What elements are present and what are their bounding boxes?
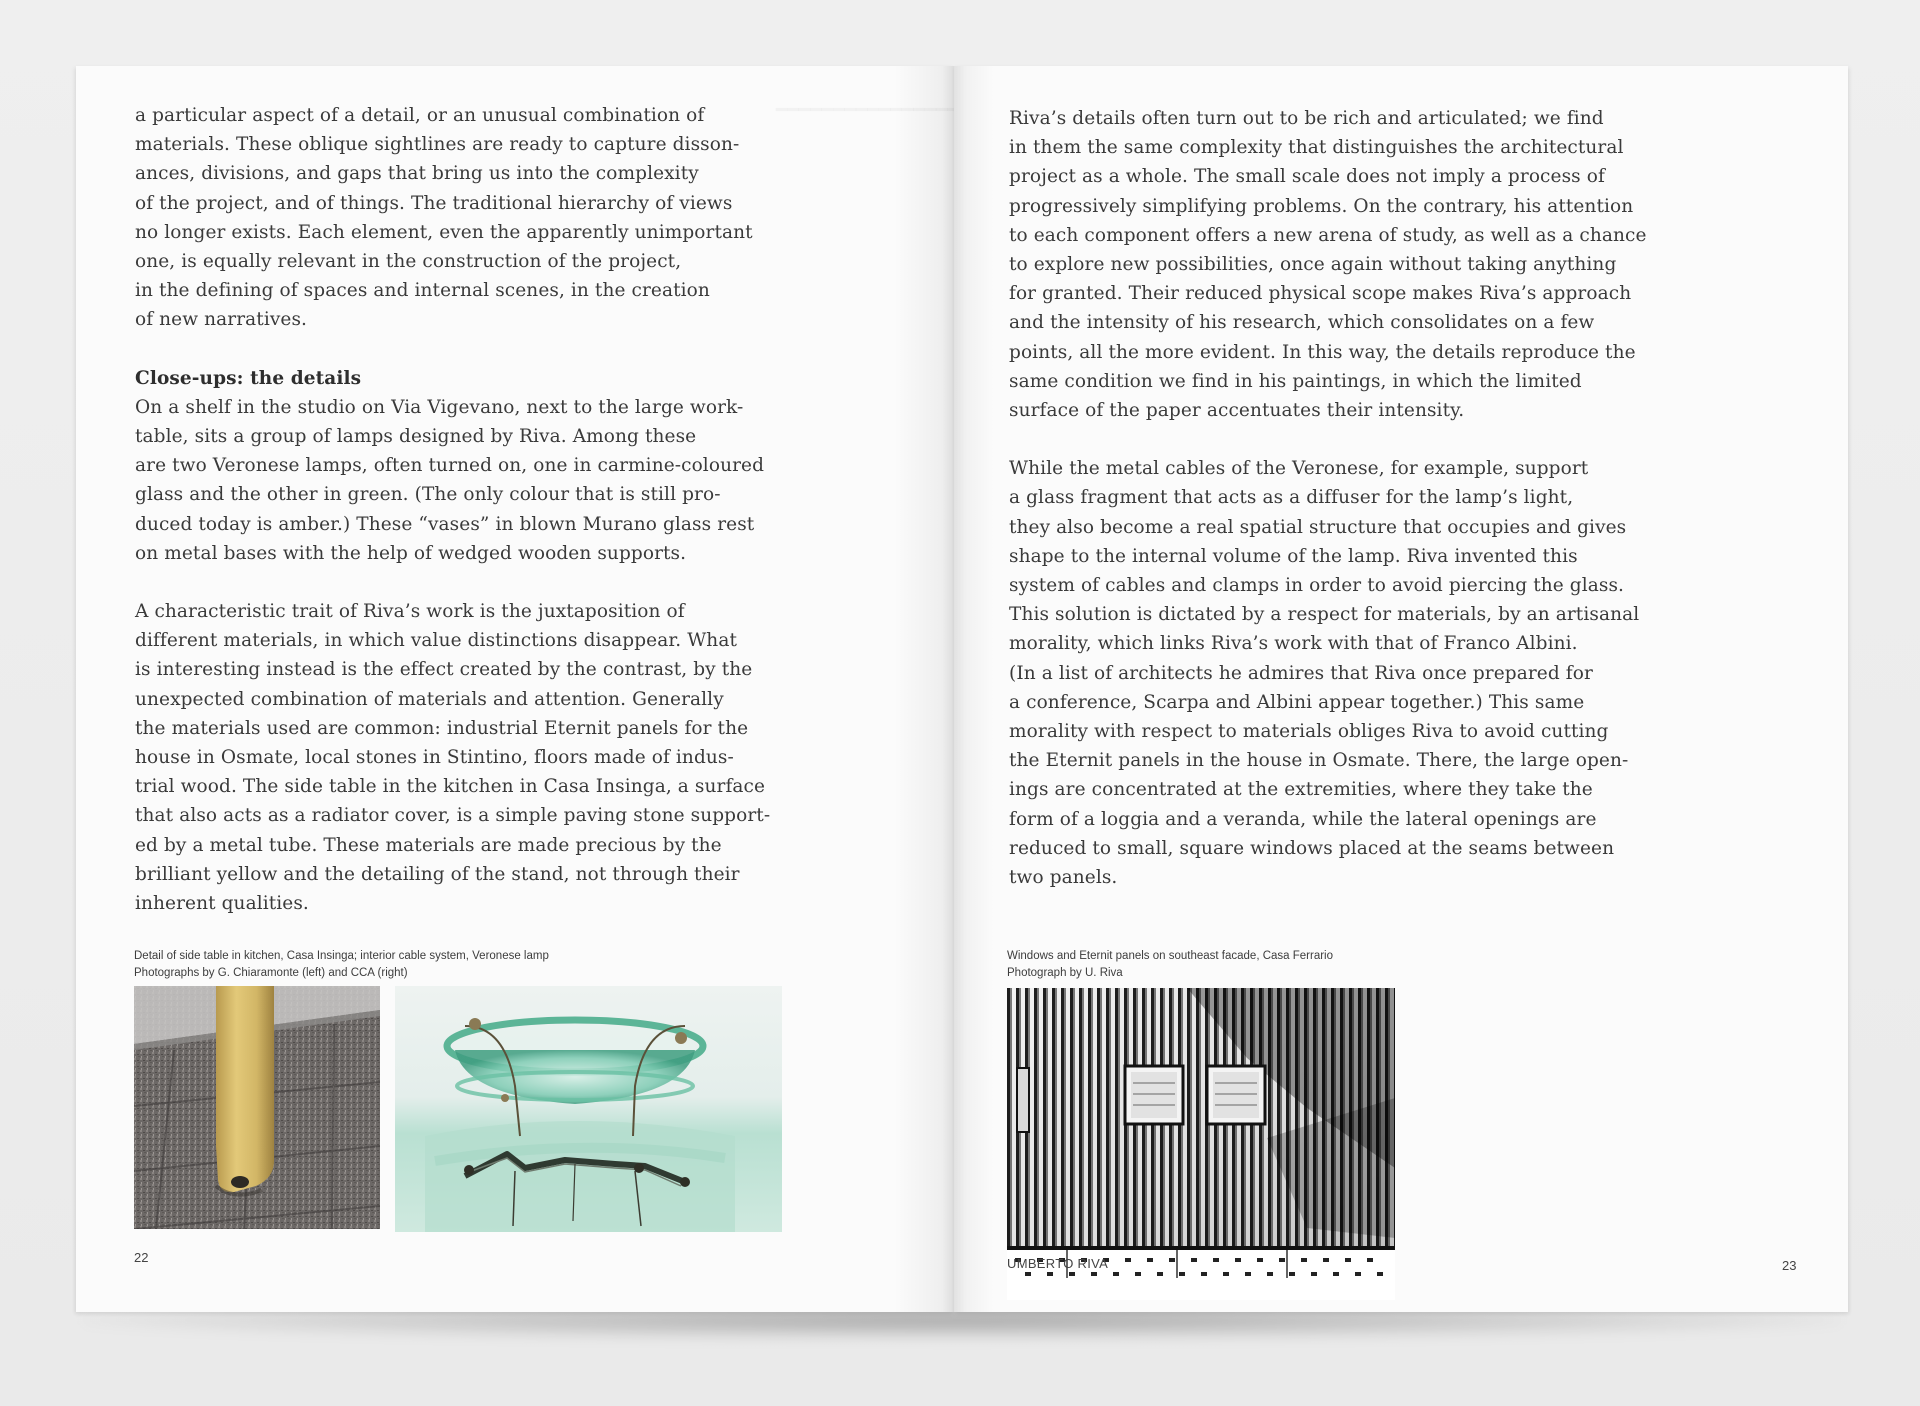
left-paragraph-1 [135,101,770,335]
text-line: of the project, and of things. The traditional hierarchy of views [135,192,733,214]
text-line: glass and the other in green. (The only colour that is still pro- [135,484,721,506]
text-line: to each component offers a new arena of study, as well as a chance [1009,224,1647,246]
text-line: points, all the more evident. In this way, the details reproduce the [1009,341,1636,363]
text-line: brilliant yellow and the detailing of the stand, not through their [135,863,740,885]
text-line: in the defining of spaces and internal scenes, in the creation [135,280,710,302]
side-table-photo-image [134,986,380,1229]
text-line: A characteristic trait of Riva’s work is the juxtaposition of [135,601,685,623]
right-page-number: 23 [1782,1258,1797,1273]
caption-line: Photographs by G. Chiaramonte (left) and CCA (right) [134,967,408,979]
text-line: ances, divisions, and gaps that bring us into the complexity [135,163,699,185]
text-line: On a shelf in the studio on Via Vigevano, next to the large work- [135,396,744,418]
text-line: two panels. [1009,867,1118,889]
text-line: a glass fragment that acts as a diffuser for the lamp’s light, [1009,487,1574,509]
text-line: one, is equally relevant in the construction of the project, [135,251,682,273]
right-page [954,66,1848,1312]
text-line: morality, which links Riva’s work with that of Franco Albini. [1009,633,1578,655]
text-line: different materials, in which value distinctions disappear. What [135,630,737,652]
text-line: of new narratives. [135,309,308,331]
right-photo-caption [1007,948,1333,982]
caption-line: Windows and Eternit panels on southeast facade, Casa Ferrario [1007,950,1334,962]
veronese-lamp-image [395,986,782,1232]
text-line: trial wood. The side table in the kitchen in Casa Insinga, a surface [135,776,766,798]
text-line: house in Osmate, local stones in Stintino, floors made of indus- [135,747,734,769]
text-line: unexpected combination of materials and attention. Generally [135,688,724,710]
text-line: a conference, Scarpa and Albini appear together.) This same [1009,691,1585,713]
text-line: ed by a metal tube. These materials are made precious by the [135,834,722,856]
left-photo-caption [134,948,549,982]
side-table-photo [134,986,380,1229]
text-line: While the metal cables of the Veronese, for example, support [1009,458,1589,480]
text-line: are two Veronese lamps, often turned on, one in carmine-coloured [135,455,765,477]
left-paragraph-2 [135,364,770,568]
caption-line: Photograph by U. Riva [1007,967,1123,979]
veronese-lamp-photo [395,986,782,1232]
text-line: to explore new possibilities, once again without taking anything [1009,254,1617,276]
text-line: no longer exists. Each element, even the apparently unimportant [135,221,753,243]
caption-line: Detail of side table in kitchen, Casa Insinga; interior cable system, Veronese lamp [134,950,549,962]
running-footer: UMBERTO RIVA [1007,1256,1109,1271]
right-paragraph-2 [1009,454,1647,892]
right-paragraph-1 [1009,104,1647,425]
text-line: for granted. Their reduced physical scope makes Riva’s approach [1009,283,1632,305]
text-line: shape to the internal volume of the lamp. Riva invented this [1009,545,1578,567]
text-line: system of cables and clamps in order to avoid piercing the glass. [1009,575,1625,597]
text-line: This solution is dictated by a respect for materials, by an artisanal [1009,604,1640,626]
text-line: ings are concentrated at the extremities, where they take the [1009,779,1593,801]
text-line: materials. These oblique sightlines are ready to capture disson- [135,134,740,156]
text-line: surface of the paper accentuates their intensity. [1009,400,1465,422]
section-heading: Close-ups: the details [135,367,362,389]
left-page-number: 22 [134,1250,149,1265]
right-body-text [1009,104,1647,892]
text-line: reduced to small, square windows placed at the seams between [1009,837,1615,859]
text-line: same condition we find in his paintings, in which the limited [1009,370,1582,392]
gutter-shadow [894,66,954,1312]
text-line: morality with respect to materials obliges Riva to avoid cutting [1009,721,1609,743]
text-line: the materials used are common: industrial Eternit panels for the [135,717,749,739]
text-line: Riva’s details often turn out to be rich and articulated; we find [1009,108,1604,129]
left-paragraph-3 [135,597,770,918]
text-line: table, sits a group of lamps designed by Riva. Among these [135,426,697,448]
text-line: is interesting instead is the effect created by the contrast, by the [135,659,753,681]
text-line: the Eternit panels in the house in Osmate. There, the large open- [1009,750,1629,772]
text-line: that also acts as a radiator cover, is a simple paving stone support- [135,805,771,827]
left-body-text [135,101,770,918]
text-line: in them the same complexity that distinguishes the architectural [1009,137,1624,159]
text-line: they also become a real spatial structure that occupies and gives [1009,516,1627,538]
gutter-shadow [954,66,994,1312]
eternit-facade-image [1007,988,1395,1300]
left-page [76,66,954,1312]
text-line: inherent qualities. [135,893,309,915]
text-line: on metal bases with the help of wedged wooden supports. [135,542,687,564]
text-line: and the intensity of his research, which consolidates on a few [1009,312,1595,334]
text-line: (In a list of architects he admires that Riva once prepared for [1009,662,1593,684]
text-line: progressively simplifying problems. On the contrary, his attention [1009,195,1634,217]
text-line: duced today is amber.) These “vases” in blown Murano glass rest [135,513,755,535]
eternit-facade-photo [1007,988,1395,1300]
text-line: a particular aspect of a detail, or an unusual combination of [135,105,705,126]
text-line: form of a loggia and a veranda, while the lateral openings are [1009,808,1597,830]
text-line: project as a whole. The small scale does not imply a process of [1009,166,1605,188]
